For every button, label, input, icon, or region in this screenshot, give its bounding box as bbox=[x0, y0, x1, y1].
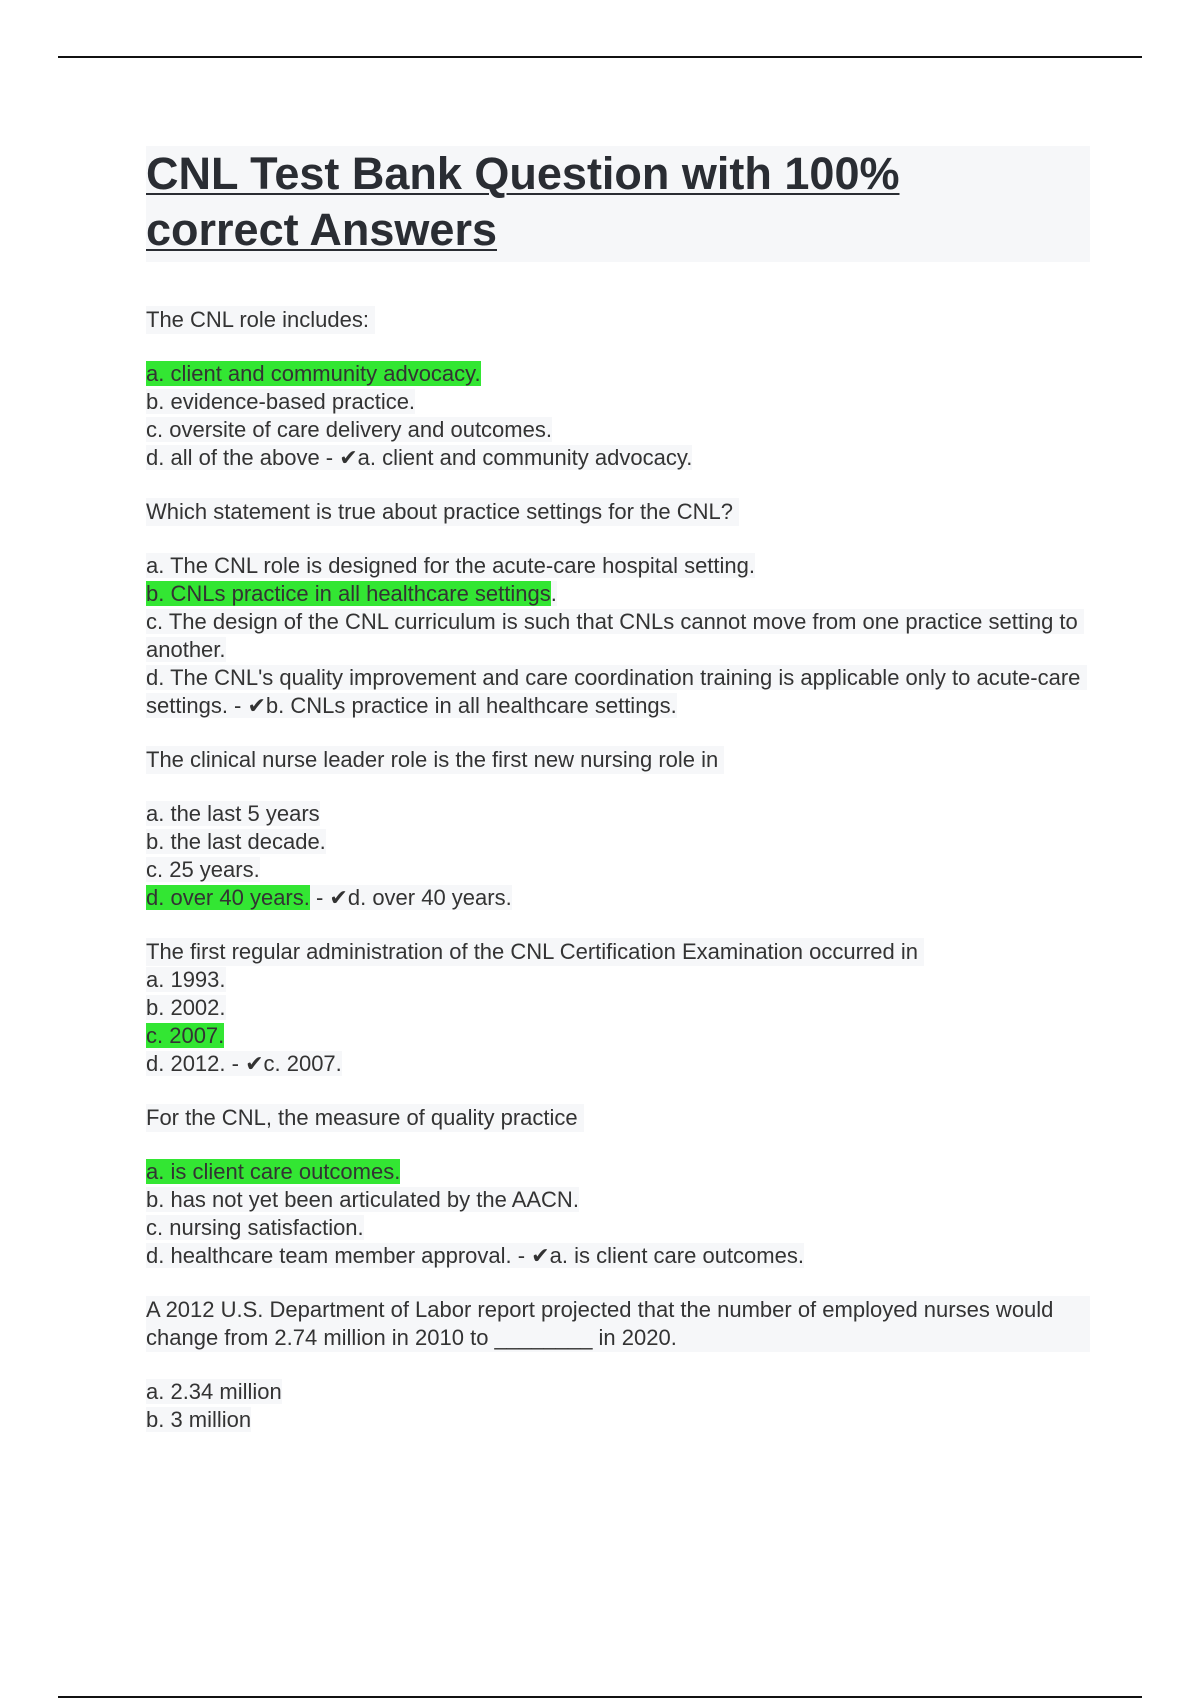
stem-gap bbox=[146, 1352, 1090, 1378]
answer-option bbox=[146, 1406, 1090, 1434]
answer-option-text: c. The design of the CNL curriculum is such that CNLs cannot move from one practice setting to another. bbox=[146, 609, 1084, 662]
question-block bbox=[146, 938, 1090, 1078]
stem-gap bbox=[146, 1132, 1090, 1158]
question-stem: The CNL role includes: bbox=[146, 306, 375, 334]
question-block bbox=[146, 1104, 1090, 1270]
answer-option-text: d. The CNL's quality improvement and care coordination training is applicable only to acute-care settings. - ✔b. CNLs practice in all healthcare settings. bbox=[146, 665, 1087, 718]
answer-option bbox=[146, 828, 1090, 856]
correct-answer-highlight: c. 2007. bbox=[146, 1023, 225, 1048]
answer-option-text: c. 25 years. bbox=[146, 857, 260, 882]
question-block bbox=[146, 498, 1090, 720]
title-line-1: CNL Test Bank Question with 100% bbox=[146, 148, 900, 199]
answer-option bbox=[146, 1022, 1090, 1050]
answer-option bbox=[146, 1214, 1090, 1242]
question-block bbox=[146, 306, 1090, 472]
correct-answer-highlight: a. is client care outcomes. bbox=[146, 1159, 401, 1184]
answer-option-text: c. oversite of care delivery and outcomes. bbox=[146, 417, 552, 442]
answer-option bbox=[146, 800, 1090, 828]
answer-option bbox=[146, 580, 1090, 608]
question-stem: A 2012 U.S. Department of Labor report projected that the number of employed nurses would change from 2.74 million in 2010 to ________ in 2020. bbox=[146, 1296, 1090, 1352]
question-stem: Which statement is true about practice settings for the CNL? bbox=[146, 498, 739, 526]
answer-option bbox=[146, 1050, 1090, 1078]
title-line-2: correct Answers bbox=[146, 204, 497, 255]
answer-option bbox=[146, 416, 1090, 444]
answer-option-text: a. 2.34 million bbox=[146, 1379, 282, 1404]
answer-option bbox=[146, 1158, 1090, 1186]
answer-option bbox=[146, 444, 1090, 472]
answer-option-text: d. healthcare team member approval. - ✔a. is client care outcomes. bbox=[146, 1243, 804, 1268]
answer-option bbox=[146, 1186, 1090, 1214]
answer-option bbox=[146, 1242, 1090, 1270]
document-body bbox=[146, 146, 1090, 1460]
correct-answer-highlight: d. over 40 years. bbox=[146, 885, 310, 910]
question-stem: For the CNL, the measure of quality practice bbox=[146, 1104, 584, 1132]
answer-option-suffix: - ✔d. over 40 years. bbox=[309, 885, 512, 910]
answer-option-text: d. all of the above - ✔a. client and community advocacy. bbox=[146, 445, 693, 470]
answer-option-text: b. 3 million bbox=[146, 1407, 252, 1432]
question-block bbox=[146, 746, 1090, 912]
answer-option bbox=[146, 994, 1090, 1022]
stem-gap bbox=[146, 334, 1090, 360]
answer-option bbox=[146, 388, 1090, 416]
answer-option bbox=[146, 360, 1090, 388]
answer-option bbox=[146, 856, 1090, 884]
answer-option-text: b. the last decade. bbox=[146, 829, 326, 854]
answer-option-text: b. evidence-based practice. bbox=[146, 389, 416, 414]
stem-gap bbox=[146, 526, 1090, 552]
answer-option-text: d. 2012. - ✔c. 2007. bbox=[146, 1051, 342, 1076]
answer-option-text: b. has not yet been articulated by the AACN. bbox=[146, 1187, 579, 1212]
answer-option bbox=[146, 608, 1090, 664]
answer-option-text: c. nursing satisfaction. bbox=[146, 1215, 364, 1240]
question-stem: The first regular administration of the CNL Certification Examination occurred in bbox=[146, 938, 924, 966]
stem-gap bbox=[146, 774, 1090, 800]
answer-option bbox=[146, 966, 1090, 994]
answer-option-text: a. 1993. bbox=[146, 967, 226, 992]
answer-option-text: a. the last 5 years bbox=[146, 801, 320, 826]
answer-option bbox=[146, 552, 1090, 580]
question-block bbox=[146, 1296, 1090, 1434]
answer-option-text: a. The CNL role is designed for the acute-care hospital setting. bbox=[146, 553, 756, 578]
answer-option bbox=[146, 884, 1090, 912]
correct-answer-highlight: b. CNLs practice in all healthcare settings bbox=[146, 581, 551, 606]
document-title bbox=[146, 146, 1090, 258]
answer-option bbox=[146, 664, 1090, 720]
top-rule bbox=[58, 56, 1142, 58]
question-stem: The clinical nurse leader role is the first new nursing role in bbox=[146, 746, 724, 774]
answer-option-text: b. 2002. bbox=[146, 995, 226, 1020]
title-box bbox=[146, 146, 1090, 262]
bottom-rule bbox=[58, 1696, 1142, 1698]
correct-answer-highlight: a. client and community advocacy. bbox=[146, 361, 481, 386]
answer-option bbox=[146, 1378, 1090, 1406]
answer-option-suffix: . bbox=[550, 581, 557, 606]
question-list bbox=[146, 306, 1090, 1434]
